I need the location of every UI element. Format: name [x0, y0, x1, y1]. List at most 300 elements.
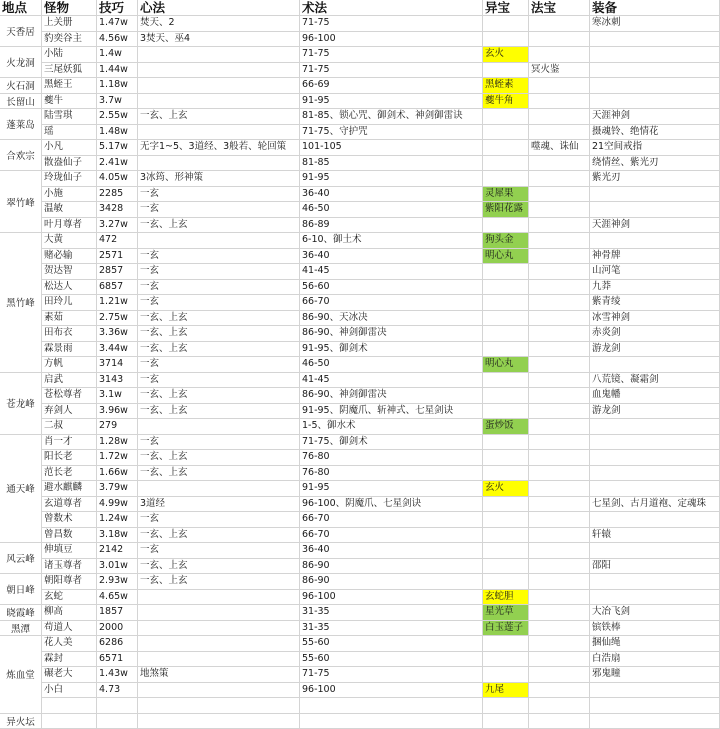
monster-cell[interactable]: 贺达智 — [42, 264, 97, 280]
header-equip[interactable]: 装备 — [590, 0, 720, 16]
heart-cell[interactable] — [138, 621, 300, 637]
equip-cell[interactable]: 游龙剑 — [590, 404, 720, 420]
monster-cell[interactable]: 松达人 — [42, 280, 97, 296]
spell-cell[interactable]: 91-95、阴魔爪、斩神式、七星剑诀 — [300, 404, 483, 420]
monster-cell[interactable]: 苍松尊者 — [42, 388, 97, 404]
monster-cell[interactable]: 小凡 — [42, 140, 97, 156]
spell-cell[interactable]: 31-35 — [300, 605, 483, 621]
monster-cell[interactable]: 叶月尊者 — [42, 218, 97, 234]
equip-cell[interactable] — [590, 187, 720, 203]
location-cell[interactable]: 异火坛 — [0, 714, 42, 729]
treasure-cell[interactable] — [483, 435, 529, 451]
equip-cell[interactable]: 血鬼幡 — [590, 388, 720, 404]
monster-cell[interactable]: 曾昌数 — [42, 528, 97, 544]
heart-cell[interactable]: 一玄 — [138, 512, 300, 528]
treasure-cell[interactable] — [483, 714, 529, 729]
equip-cell[interactable]: 山河笔 — [590, 264, 720, 280]
spell-cell[interactable]: 86-90、神剑御雷决 — [300, 388, 483, 404]
equip-cell[interactable] — [590, 202, 720, 218]
treasure-cell[interactable]: 灵犀果 — [483, 187, 529, 203]
magic-cell[interactable] — [529, 698, 590, 714]
treasure-cell[interactable] — [483, 171, 529, 187]
magic-cell[interactable] — [529, 388, 590, 404]
monster-cell[interactable]: 大黄 — [42, 233, 97, 249]
skill-cell[interactable]: 1.4w — [97, 47, 138, 63]
monster-cell[interactable]: 启武 — [42, 373, 97, 389]
equip-cell[interactable]: 邪鬼瞳 — [590, 667, 720, 683]
heart-cell[interactable]: 一玄、上玄 — [138, 559, 300, 575]
magic-cell[interactable]: 冥火鉴 — [529, 63, 590, 79]
equip-cell[interactable] — [590, 47, 720, 63]
equip-cell[interactable]: 轩辕 — [590, 528, 720, 544]
monster-cell[interactable]: 诸玉尊者 — [42, 559, 97, 575]
magic-cell[interactable] — [529, 109, 590, 125]
monster-cell[interactable]: 玄蛇 — [42, 590, 97, 606]
heart-cell[interactable] — [138, 714, 300, 729]
heart-cell[interactable]: 一玄 — [138, 435, 300, 451]
magic-cell[interactable] — [529, 78, 590, 94]
magic-cell[interactable] — [529, 512, 590, 528]
spell-cell[interactable]: 86-90、天冰决 — [300, 311, 483, 327]
spell-cell[interactable]: 36-40 — [300, 187, 483, 203]
treasure-cell[interactable] — [483, 574, 529, 590]
spell-cell[interactable]: 91-95 — [300, 481, 483, 497]
monster-cell[interactable]: 伸填豆 — [42, 543, 97, 559]
skill-cell[interactable]: 4.05w — [97, 171, 138, 187]
monster-cell[interactable]: 方帆 — [42, 357, 97, 373]
spell-cell[interactable]: 96-100 — [300, 32, 483, 48]
treasure-cell[interactable]: 玄蛇胆 — [483, 590, 529, 606]
treasure-cell[interactable] — [483, 280, 529, 296]
heart-cell[interactable]: 3道经 — [138, 497, 300, 513]
spell-cell[interactable]: 86-90 — [300, 574, 483, 590]
treasure-cell[interactable]: 黑蛭素 — [483, 78, 529, 94]
monster-cell[interactable]: 上关册 — [42, 16, 97, 32]
treasure-cell[interactable] — [483, 636, 529, 652]
skill-cell[interactable]: 3428 — [97, 202, 138, 218]
monster-cell[interactable]: 散盎仙子 — [42, 156, 97, 172]
header-treasure[interactable]: 异宝 — [483, 0, 529, 16]
monster-cell[interactable]: 陆雪琪 — [42, 109, 97, 125]
skill-cell[interactable]: 6571 — [97, 652, 138, 668]
heart-cell[interactable]: 焚天、2 — [138, 16, 300, 32]
magic-cell[interactable] — [529, 404, 590, 420]
treasure-cell[interactable] — [483, 109, 529, 125]
treasure-cell[interactable] — [483, 698, 529, 714]
treasure-cell[interactable]: 白玉莲子 — [483, 621, 529, 637]
heart-cell[interactable]: 一玄 — [138, 249, 300, 265]
spell-cell[interactable]: 66-70 — [300, 295, 483, 311]
treasure-cell[interactable] — [483, 667, 529, 683]
spell-cell[interactable]: 46-50 — [300, 357, 483, 373]
magic-cell[interactable] — [529, 528, 590, 544]
spell-cell[interactable]: 101-105 — [300, 140, 483, 156]
treasure-cell[interactable] — [483, 326, 529, 342]
magic-cell[interactable] — [529, 202, 590, 218]
heart-cell[interactable]: 3冰筠、形神策 — [138, 171, 300, 187]
magic-cell[interactable] — [529, 481, 590, 497]
heart-cell[interactable]: 地煞策 — [138, 667, 300, 683]
spell-cell[interactable]: 81-85、锁心咒、御剑术、神剑御雷诀 — [300, 109, 483, 125]
magic-cell[interactable] — [529, 280, 590, 296]
skill-cell[interactable]: 2571 — [97, 249, 138, 265]
location-cell[interactable]: 通天峰 — [0, 435, 42, 544]
magic-cell[interactable] — [529, 326, 590, 342]
treasure-cell[interactable] — [483, 156, 529, 172]
heart-cell[interactable]: 一玄 — [138, 280, 300, 296]
spell-cell[interactable]: 55-60 — [300, 652, 483, 668]
skill-cell[interactable]: 1.66w — [97, 466, 138, 482]
heart-cell[interactable]: 一玄 — [138, 264, 300, 280]
spell-cell[interactable]: 96-100、阴魔爪、七星剑诀 — [300, 497, 483, 513]
skill-cell[interactable]: 279 — [97, 419, 138, 435]
monster-cell[interactable]: 避水麒麟 — [42, 481, 97, 497]
equip-cell[interactable]: 邵阳 — [590, 559, 720, 575]
skill-cell[interactable]: 2.93w — [97, 574, 138, 590]
equip-cell[interactable]: 绕情丝、紫光刃 — [590, 156, 720, 172]
skill-cell[interactable]: 4.73 — [97, 683, 138, 699]
heart-cell[interactable]: 一玄、上玄 — [138, 404, 300, 420]
heart-cell[interactable]: 一玄、上玄 — [138, 450, 300, 466]
monster-cell[interactable]: 豹奕谷主 — [42, 32, 97, 48]
skill-cell[interactable]: 1.47w — [97, 16, 138, 32]
treasure-cell[interactable]: 星光草 — [483, 605, 529, 621]
location-cell[interactable]: 翠竹峰 — [0, 171, 42, 233]
skill-cell[interactable]: 4.99w — [97, 497, 138, 513]
skill-cell[interactable]: 3.7w — [97, 94, 138, 110]
heart-cell[interactable]: 一玄、上玄 — [138, 342, 300, 358]
spell-cell[interactable]: 76-80 — [300, 466, 483, 482]
skill-cell[interactable]: 6857 — [97, 280, 138, 296]
equip-cell[interactable] — [590, 543, 720, 559]
treasure-cell[interactable] — [483, 652, 529, 668]
skill-cell[interactable]: 1.44w — [97, 63, 138, 79]
skill-cell[interactable]: 1.48w — [97, 125, 138, 141]
heart-cell[interactable]: 一玄 — [138, 357, 300, 373]
magic-cell[interactable] — [529, 714, 590, 729]
skill-cell[interactable]: 1.28w — [97, 435, 138, 451]
treasure-cell[interactable]: 玄火 — [483, 47, 529, 63]
equip-cell[interactable] — [590, 574, 720, 590]
location-cell[interactable]: 黑竹峰 — [0, 233, 42, 373]
equip-cell[interactable]: 大冶飞剑 — [590, 605, 720, 621]
magic-cell[interactable] — [529, 357, 590, 373]
spell-cell[interactable] — [300, 698, 483, 714]
monster-cell[interactable]: 肖一才 — [42, 435, 97, 451]
equip-cell[interactable] — [590, 512, 720, 528]
treasure-cell[interactable] — [483, 32, 529, 48]
monster-cell[interactable]: 温敏 — [42, 202, 97, 218]
header-heart[interactable]: 心法 — [138, 0, 300, 16]
heart-cell[interactable]: 一玄、上玄 — [138, 574, 300, 590]
spell-cell[interactable]: 55-60 — [300, 636, 483, 652]
equip-cell[interactable] — [590, 450, 720, 466]
magic-cell[interactable] — [529, 233, 590, 249]
location-cell[interactable]: 天香居 — [0, 16, 42, 47]
heart-cell[interactable] — [138, 233, 300, 249]
equip-cell[interactable] — [590, 357, 720, 373]
magic-cell[interactable] — [529, 32, 590, 48]
heart-cell[interactable] — [138, 698, 300, 714]
equip-cell[interactable]: 天涯神剑 — [590, 218, 720, 234]
magic-cell[interactable] — [529, 311, 590, 327]
magic-cell[interactable] — [529, 125, 590, 141]
equip-cell[interactable] — [590, 32, 720, 48]
heart-cell[interactable] — [138, 125, 300, 141]
heart-cell[interactable] — [138, 605, 300, 621]
equip-cell[interactable]: 九莽 — [590, 280, 720, 296]
equip-cell[interactable] — [590, 590, 720, 606]
equip-cell[interactable]: 镔铁棒 — [590, 621, 720, 637]
treasure-cell[interactable] — [483, 342, 529, 358]
magic-cell[interactable] — [529, 171, 590, 187]
spell-cell[interactable]: 56-60 — [300, 280, 483, 296]
spell-cell[interactable]: 91-95 — [300, 171, 483, 187]
skill-cell[interactable]: 6286 — [97, 636, 138, 652]
heart-cell[interactable]: 3焚天、巫4 — [138, 32, 300, 48]
monster-cell[interactable]: 碾老大 — [42, 667, 97, 683]
treasure-cell[interactable] — [483, 16, 529, 32]
treasure-cell[interactable]: 九尾 — [483, 683, 529, 699]
magic-cell[interactable] — [529, 621, 590, 637]
skill-cell[interactable]: 3143 — [97, 373, 138, 389]
spell-cell[interactable]: 91-95、御剑术 — [300, 342, 483, 358]
monster-cell[interactable]: 阳长老 — [42, 450, 97, 466]
skill-cell[interactable]: 2000 — [97, 621, 138, 637]
treasure-cell[interactable]: 蛋炒饭 — [483, 419, 529, 435]
skill-cell[interactable]: 3.44w — [97, 342, 138, 358]
monster-cell[interactable]: 柳高 — [42, 605, 97, 621]
monster-cell[interactable]: 小白 — [42, 683, 97, 699]
magic-cell[interactable] — [529, 652, 590, 668]
skill-cell[interactable]: 3.27w — [97, 218, 138, 234]
monster-cell[interactable]: 玄道尊者 — [42, 497, 97, 513]
skill-cell[interactable]: 1.24w — [97, 512, 138, 528]
equip-cell[interactable] — [590, 233, 720, 249]
location-cell[interactable]: 苍龙峰 — [0, 373, 42, 435]
spell-cell[interactable]: 86-90 — [300, 559, 483, 575]
spell-cell[interactable]: 66-70 — [300, 528, 483, 544]
location-cell[interactable]: 黑潭 — [0, 621, 42, 637]
magic-cell[interactable] — [529, 667, 590, 683]
heart-cell[interactable] — [138, 156, 300, 172]
location-cell[interactable]: 风云峰 — [0, 543, 42, 574]
spell-cell[interactable]: 41-45 — [300, 373, 483, 389]
equip-cell[interactable] — [590, 419, 720, 435]
monster-cell[interactable]: 玲珑仙子 — [42, 171, 97, 187]
equip-cell[interactable]: 八荒镜、凝霜剑 — [590, 373, 720, 389]
treasure-cell[interactable] — [483, 466, 529, 482]
monster-cell[interactable]: 黑蛭王 — [42, 78, 97, 94]
magic-cell[interactable] — [529, 466, 590, 482]
monster-cell[interactable]: 朝阳尊者 — [42, 574, 97, 590]
equip-cell[interactable]: 七星剑、古月道袍、定魂珠 — [590, 497, 720, 513]
spell-cell[interactable]: 76-80 — [300, 450, 483, 466]
skill-cell[interactable]: 1.21w — [97, 295, 138, 311]
monster-cell[interactable]: 弃剑人 — [42, 404, 97, 420]
magic-cell[interactable] — [529, 264, 590, 280]
magic-cell[interactable]: 噬魂、诛仙 — [529, 140, 590, 156]
spell-cell[interactable]: 86-90、神剑御雷决 — [300, 326, 483, 342]
heart-cell[interactable]: 一玄 — [138, 202, 300, 218]
magic-cell[interactable] — [529, 636, 590, 652]
equip-cell[interactable] — [590, 63, 720, 79]
heart-cell[interactable] — [138, 94, 300, 110]
magic-cell[interactable] — [529, 16, 590, 32]
equip-cell[interactable]: 捆仙绳 — [590, 636, 720, 652]
heart-cell[interactable]: 无字1~5、3道经、3般若、轮回策 — [138, 140, 300, 156]
treasure-cell[interactable] — [483, 264, 529, 280]
header-magic[interactable]: 法宝 — [529, 0, 590, 16]
monster-cell[interactable]: 田布衣 — [42, 326, 97, 342]
spell-cell[interactable]: 91-95 — [300, 94, 483, 110]
monster-cell[interactable]: 瑶 — [42, 125, 97, 141]
skill-cell[interactable] — [97, 698, 138, 714]
treasure-cell[interactable]: 狗头金 — [483, 233, 529, 249]
header-monster[interactable]: 怪物 — [42, 0, 97, 16]
heart-cell[interactable]: 一玄、上玄 — [138, 109, 300, 125]
spell-cell[interactable] — [300, 714, 483, 729]
heart-cell[interactable] — [138, 419, 300, 435]
magic-cell[interactable] — [529, 590, 590, 606]
heart-cell[interactable]: 一玄 — [138, 543, 300, 559]
magic-cell[interactable] — [529, 419, 590, 435]
skill-cell[interactable]: 2857 — [97, 264, 138, 280]
skill-cell[interactable]: 2142 — [97, 543, 138, 559]
monster-cell[interactable]: 小施 — [42, 187, 97, 203]
monster-cell[interactable]: 曾数术 — [42, 512, 97, 528]
heart-cell[interactable] — [138, 63, 300, 79]
skill-cell[interactable]: 3.01w — [97, 559, 138, 575]
magic-cell[interactable] — [529, 47, 590, 63]
spell-cell[interactable]: 96-100 — [300, 590, 483, 606]
location-cell[interactable]: 火龙洞 — [0, 47, 42, 78]
equip-cell[interactable]: 游龙剑 — [590, 342, 720, 358]
treasure-cell[interactable] — [483, 528, 529, 544]
magic-cell[interactable] — [529, 435, 590, 451]
skill-cell[interactable]: 1.43w — [97, 667, 138, 683]
equip-cell[interactable]: 摄魂铃、绝情花 — [590, 125, 720, 141]
equip-cell[interactable]: 白浩扇 — [590, 652, 720, 668]
equip-cell[interactable]: 紫青绫 — [590, 295, 720, 311]
equip-cell[interactable] — [590, 78, 720, 94]
equip-cell[interactable] — [590, 466, 720, 482]
monster-cell[interactable]: 霖封 — [42, 652, 97, 668]
heart-cell[interactable]: 一玄 — [138, 187, 300, 203]
heart-cell[interactable]: 一玄、上玄 — [138, 218, 300, 234]
heart-cell[interactable] — [138, 683, 300, 699]
heart-cell[interactable]: 一玄、上玄 — [138, 311, 300, 327]
treasure-cell[interactable] — [483, 450, 529, 466]
monster-cell[interactable] — [42, 714, 97, 729]
spell-cell[interactable]: 71-75、守护咒 — [300, 125, 483, 141]
treasure-cell[interactable]: 明心丸 — [483, 249, 529, 265]
treasure-cell[interactable] — [483, 295, 529, 311]
skill-cell[interactable]: 2285 — [97, 187, 138, 203]
treasure-cell[interactable] — [483, 218, 529, 234]
skill-cell[interactable]: 2.55w — [97, 109, 138, 125]
treasure-cell[interactable] — [483, 512, 529, 528]
heart-cell[interactable]: 一玄、上玄 — [138, 388, 300, 404]
location-cell[interactable]: 火石洞 — [0, 78, 42, 94]
treasure-cell[interactable]: 玄火 — [483, 481, 529, 497]
location-cell[interactable]: 炼血堂 — [0, 636, 42, 714]
skill-cell[interactable]: 472 — [97, 233, 138, 249]
header-skill[interactable]: 技巧 — [97, 0, 138, 16]
treasure-cell[interactable] — [483, 559, 529, 575]
spell-cell[interactable]: 71-75 — [300, 63, 483, 79]
spell-cell[interactable]: 46-50 — [300, 202, 483, 218]
location-cell[interactable]: 晓霞峰 — [0, 605, 42, 621]
magic-cell[interactable] — [529, 497, 590, 513]
equip-cell[interactable] — [590, 435, 720, 451]
spell-cell[interactable]: 36-40 — [300, 249, 483, 265]
heart-cell[interactable]: 一玄 — [138, 295, 300, 311]
equip-cell[interactable] — [590, 683, 720, 699]
skill-cell[interactable]: 3.36w — [97, 326, 138, 342]
location-cell[interactable]: 长留山 — [0, 94, 42, 110]
magic-cell[interactable] — [529, 683, 590, 699]
treasure-cell[interactable] — [483, 63, 529, 79]
monster-cell[interactable] — [42, 698, 97, 714]
skill-cell[interactable]: 3.79w — [97, 481, 138, 497]
heart-cell[interactable] — [138, 47, 300, 63]
monster-cell[interactable]: 夔牛 — [42, 94, 97, 110]
equip-cell[interactable] — [590, 714, 720, 729]
treasure-cell[interactable] — [483, 125, 529, 141]
heart-cell[interactable]: 一玄、上玄 — [138, 326, 300, 342]
equip-cell[interactable]: 21空间戒指 — [590, 140, 720, 156]
magic-cell[interactable] — [529, 605, 590, 621]
treasure-cell[interactable] — [483, 497, 529, 513]
equip-cell[interactable]: 天涯神剑 — [590, 109, 720, 125]
skill-cell[interactable]: 3.96w — [97, 404, 138, 420]
spell-cell[interactable]: 1-5、御水术 — [300, 419, 483, 435]
monster-cell[interactable]: 二叔 — [42, 419, 97, 435]
heart-cell[interactable]: 一玄、上玄 — [138, 528, 300, 544]
monster-cell[interactable]: 小陆 — [42, 47, 97, 63]
spell-cell[interactable]: 36-40 — [300, 543, 483, 559]
monster-cell[interactable]: 三尾妖狐 — [42, 63, 97, 79]
spell-cell[interactable]: 66-69 — [300, 78, 483, 94]
magic-cell[interactable] — [529, 450, 590, 466]
magic-cell[interactable] — [529, 574, 590, 590]
spell-cell[interactable]: 6-10、御土术 — [300, 233, 483, 249]
skill-cell[interactable]: 3714 — [97, 357, 138, 373]
spell-cell[interactable]: 31-35 — [300, 621, 483, 637]
heart-cell[interactable]: 一玄、上玄 — [138, 466, 300, 482]
equip-cell[interactable]: 赤炎剑 — [590, 326, 720, 342]
skill-cell[interactable]: 4.65w — [97, 590, 138, 606]
heart-cell[interactable] — [138, 636, 300, 652]
equip-cell[interactable]: 寒冰刺 — [590, 16, 720, 32]
skill-cell[interactable]: 1.18w — [97, 78, 138, 94]
equip-cell[interactable] — [590, 698, 720, 714]
treasure-cell[interactable] — [483, 311, 529, 327]
spell-cell[interactable]: 81-85 — [300, 156, 483, 172]
skill-cell[interactable]: 1.72w — [97, 450, 138, 466]
location-cell[interactable]: 蓬莱岛 — [0, 109, 42, 140]
monster-cell[interactable]: 范长老 — [42, 466, 97, 482]
treasure-cell[interactable] — [483, 404, 529, 420]
heart-cell[interactable] — [138, 590, 300, 606]
monster-cell[interactable]: 赌必输 — [42, 249, 97, 265]
spell-cell[interactable]: 71-75、御剑术 — [300, 435, 483, 451]
magic-cell[interactable] — [529, 187, 590, 203]
magic-cell[interactable] — [529, 94, 590, 110]
monster-cell[interactable]: 花人美 — [42, 636, 97, 652]
skill-cell[interactable]: 1857 — [97, 605, 138, 621]
